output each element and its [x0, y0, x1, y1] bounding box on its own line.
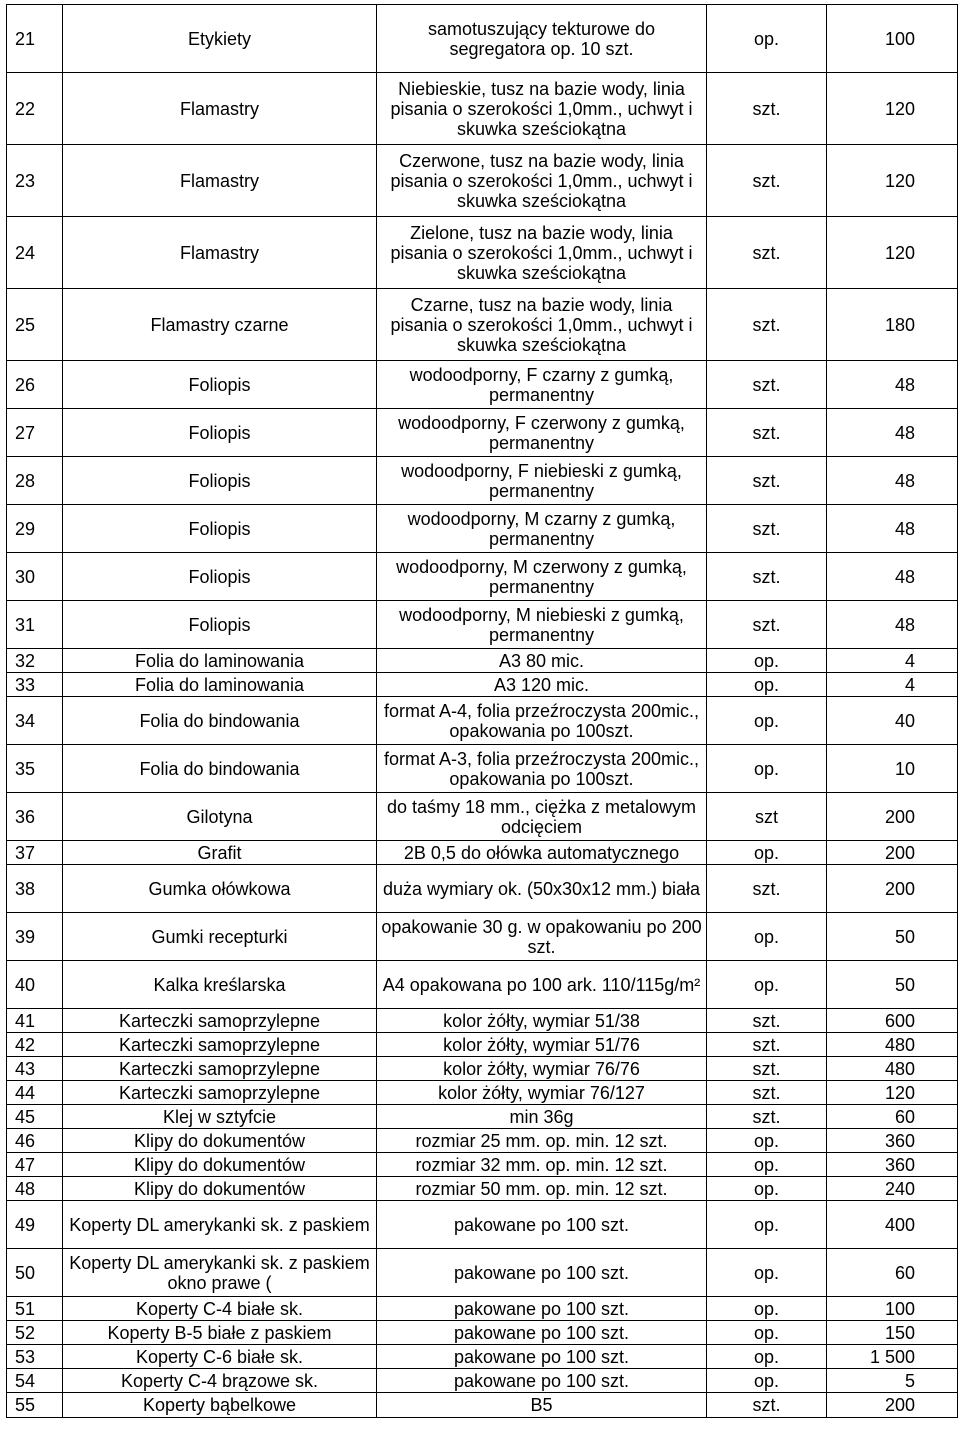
product-name: Gumka ołówkowa — [63, 865, 377, 913]
quantity: 120 — [827, 217, 958, 289]
product-description: opakowanie 30 g. w opakowaniu po 200 szt. — [377, 913, 707, 961]
quantity: 50 — [827, 913, 958, 961]
table-row — [7, 1321, 958, 1345]
unit: szt. — [707, 457, 827, 505]
product-name: Foliopis — [63, 553, 377, 601]
product-description: wodoodporny, M czerwony z gumką, permanentny — [377, 553, 707, 601]
quantity: 360 — [827, 1153, 958, 1177]
unit: op. — [707, 841, 827, 865]
table-row — [7, 1249, 958, 1297]
row-number: 40 — [7, 961, 63, 1009]
quantity: 480 — [827, 1033, 958, 1057]
row-number: 29 — [7, 505, 63, 553]
unit: szt. — [707, 289, 827, 361]
row-number: 33 — [7, 673, 63, 697]
quantity: 5 — [827, 1369, 958, 1393]
product-name: Folia do laminowania — [63, 673, 377, 697]
unit: szt. — [707, 409, 827, 457]
product-description: kolor żółty, wymiar 51/76 — [377, 1033, 707, 1057]
table-row — [7, 1345, 958, 1369]
product-description: rozmiar 50 mm. op. min. 12 szt. — [377, 1177, 707, 1201]
row-number: 39 — [7, 913, 63, 961]
row-number: 50 — [7, 1249, 63, 1297]
product-description: A3 80 mic. — [377, 649, 707, 673]
row-number: 42 — [7, 1033, 63, 1057]
quantity: 400 — [827, 1201, 958, 1249]
table-row — [7, 409, 958, 457]
unit: szt. — [707, 1009, 827, 1033]
quantity: 120 — [827, 1081, 958, 1105]
product-name: Gumki recepturki — [63, 913, 377, 961]
product-description: wodoodporny, M niebieski z gumką, permanentny — [377, 601, 707, 649]
quantity: 120 — [827, 73, 958, 145]
row-number: 41 — [7, 1009, 63, 1033]
unit: op. — [707, 5, 827, 73]
product-name: Koperty DL amerykanki sk. z paskiem — [63, 1201, 377, 1249]
product-description: 2B 0,5 do ołówka automatycznego — [377, 841, 707, 865]
row-number: 32 — [7, 649, 63, 673]
product-description: pakowane po 100 szt. — [377, 1201, 707, 1249]
unit: szt. — [707, 1393, 827, 1418]
product-name: Koperty C-4 białe sk. — [63, 1297, 377, 1321]
product-name: Flamastry — [63, 73, 377, 145]
product-name: Etykiety — [63, 5, 377, 73]
unit: op. — [707, 649, 827, 673]
table-row — [7, 1393, 958, 1418]
unit: szt. — [707, 1105, 827, 1129]
quantity: 100 — [827, 5, 958, 73]
unit: op. — [707, 1369, 827, 1393]
table-row — [7, 1153, 958, 1177]
quantity: 1 500 — [827, 1345, 958, 1369]
quantity: 48 — [827, 505, 958, 553]
unit: op. — [707, 1153, 827, 1177]
quantity: 4 — [827, 673, 958, 697]
quantity: 120 — [827, 145, 958, 217]
row-number: 36 — [7, 793, 63, 841]
quantity: 180 — [827, 289, 958, 361]
row-number: 54 — [7, 1369, 63, 1393]
product-description: rozmiar 32 mm. op. min. 12 szt. — [377, 1153, 707, 1177]
row-number: 23 — [7, 145, 63, 217]
product-description: pakowane po 100 szt. — [377, 1297, 707, 1321]
product-name: Koperty C-6 białe sk. — [63, 1345, 377, 1369]
row-number: 53 — [7, 1345, 63, 1369]
product-name: Flamastry — [63, 145, 377, 217]
quantity: 48 — [827, 457, 958, 505]
product-description: Niebieskie, tusz na bazie wody, linia pisania o szerokości 1,0mm., uchwyt i skuwka sześciokątna — [377, 73, 707, 145]
product-description: pakowane po 100 szt. — [377, 1345, 707, 1369]
row-number: 28 — [7, 457, 63, 505]
unit: szt. — [707, 217, 827, 289]
product-name: Folia do laminowania — [63, 649, 377, 673]
product-name: Flamastry — [63, 217, 377, 289]
table-row — [7, 961, 958, 1009]
table-row — [7, 673, 958, 697]
table-row — [7, 1081, 958, 1105]
product-description: format A-4, folia przeźroczysta 200mic., opakowania po 100szt. — [377, 697, 707, 745]
product-name: Karteczki samoprzylepne — [63, 1009, 377, 1033]
row-number: 37 — [7, 841, 63, 865]
row-number: 49 — [7, 1201, 63, 1249]
row-number: 45 — [7, 1105, 63, 1129]
product-description: format A-3, folia przeźroczysta 200mic., opakowania po 100szt. — [377, 745, 707, 793]
table-row — [7, 841, 958, 865]
quantity: 48 — [827, 409, 958, 457]
product-name: Koperty DL amerykanki sk. z paskiem okno prawe ( — [63, 1249, 377, 1297]
product-name: Klej w sztyfcie — [63, 1105, 377, 1129]
table-row — [7, 1201, 958, 1249]
product-table — [6, 4, 958, 1418]
table-row — [7, 745, 958, 793]
product-name: Klipy do dokumentów — [63, 1129, 377, 1153]
row-number: 43 — [7, 1057, 63, 1081]
product-name: Karteczki samoprzylepne — [63, 1081, 377, 1105]
quantity: 150 — [827, 1321, 958, 1345]
table-row — [7, 1297, 958, 1321]
row-number: 25 — [7, 289, 63, 361]
product-description: min 36g — [377, 1105, 707, 1129]
table-row — [7, 1129, 958, 1153]
table-row — [7, 361, 958, 409]
unit: szt. — [707, 601, 827, 649]
row-number: 55 — [7, 1393, 63, 1418]
product-name: Klipy do dokumentów — [63, 1177, 377, 1201]
unit: szt — [707, 793, 827, 841]
unit: op. — [707, 1177, 827, 1201]
table-row — [7, 793, 958, 841]
product-name: Flamastry czarne — [63, 289, 377, 361]
product-description: wodoodporny, F czerwony z gumką, permanentny — [377, 409, 707, 457]
row-number: 24 — [7, 217, 63, 289]
table-row — [7, 145, 958, 217]
table-row — [7, 601, 958, 649]
unit: szt. — [707, 361, 827, 409]
product-name: Foliopis — [63, 505, 377, 553]
quantity: 600 — [827, 1009, 958, 1033]
product-name: Gilotyna — [63, 793, 377, 841]
quantity: 40 — [827, 697, 958, 745]
product-name: Koperty C-4 brązowe sk. — [63, 1369, 377, 1393]
unit: szt. — [707, 1033, 827, 1057]
table-row — [7, 913, 958, 961]
quantity: 48 — [827, 601, 958, 649]
row-number: 22 — [7, 73, 63, 145]
product-name: Folia do bindowania — [63, 697, 377, 745]
product-description: Czerwone, tusz na bazie wody, linia pisania o szerokości 1,0mm., uchwyt i skuwka sześciokątna — [377, 145, 707, 217]
product-name: Foliopis — [63, 361, 377, 409]
table-row — [7, 457, 958, 505]
quantity: 240 — [827, 1177, 958, 1201]
product-description: wodoodporny, M czarny z gumką, permanentny — [377, 505, 707, 553]
table-row — [7, 1177, 958, 1201]
product-description: samotuszujący tekturowe do segregatora op. 10 szt. — [377, 5, 707, 73]
product-description: A3 120 mic. — [377, 673, 707, 697]
unit: op. — [707, 1345, 827, 1369]
product-name: Karteczki samoprzylepne — [63, 1057, 377, 1081]
product-description: Zielone, tusz na bazie wody, linia pisania o szerokości 1,0mm., uchwyt i skuwka sześciokątna — [377, 217, 707, 289]
table-row — [7, 1105, 958, 1129]
table-row — [7, 1057, 958, 1081]
table-row — [7, 289, 958, 361]
quantity: 480 — [827, 1057, 958, 1081]
unit: op. — [707, 1297, 827, 1321]
product-description: B5 — [377, 1393, 707, 1418]
row-number: 30 — [7, 553, 63, 601]
unit: op. — [707, 1321, 827, 1345]
table-row — [7, 1369, 958, 1393]
unit: op. — [707, 1201, 827, 1249]
product-name: Foliopis — [63, 409, 377, 457]
quantity: 200 — [827, 841, 958, 865]
quantity: 200 — [827, 865, 958, 913]
product-description: do taśmy 18 mm., ciężka z metalowym odcięciem — [377, 793, 707, 841]
product-name: Koperty bąbelkowe — [63, 1393, 377, 1418]
unit: op. — [707, 913, 827, 961]
table-row — [7, 5, 958, 73]
quantity: 200 — [827, 793, 958, 841]
table-body — [7, 5, 958, 1418]
unit: op. — [707, 1129, 827, 1153]
table-row — [7, 649, 958, 673]
product-description: pakowane po 100 szt. — [377, 1369, 707, 1393]
product-description: wodoodporny, F niebieski z gumką, permanentny — [377, 457, 707, 505]
product-description: kolor żółty, wymiar 51/38 — [377, 1009, 707, 1033]
table-row — [7, 1033, 958, 1057]
row-number: 38 — [7, 865, 63, 913]
table-row — [7, 553, 958, 601]
row-number: 44 — [7, 1081, 63, 1105]
table-row — [7, 1009, 958, 1033]
quantity: 360 — [827, 1129, 958, 1153]
quantity: 4 — [827, 649, 958, 673]
unit: op. — [707, 697, 827, 745]
product-name: Koperty B-5 białe z paskiem — [63, 1321, 377, 1345]
row-number: 52 — [7, 1321, 63, 1345]
unit: szt. — [707, 505, 827, 553]
product-description: Czarne, tusz na bazie wody, linia pisania o szerokości 1,0mm., uchwyt i skuwka sześciokątna — [377, 289, 707, 361]
product-name: Karteczki samoprzylepne — [63, 1033, 377, 1057]
product-description: rozmiar 25 mm. op. min. 12 szt. — [377, 1129, 707, 1153]
quantity: 100 — [827, 1297, 958, 1321]
unit: szt. — [707, 1081, 827, 1105]
unit: szt. — [707, 553, 827, 601]
product-name: Foliopis — [63, 601, 377, 649]
product-name: Klipy do dokumentów — [63, 1153, 377, 1177]
unit: szt. — [707, 73, 827, 145]
unit: op. — [707, 745, 827, 793]
product-description: kolor żółty, wymiar 76/127 — [377, 1081, 707, 1105]
product-name: Grafit — [63, 841, 377, 865]
row-number: 47 — [7, 1153, 63, 1177]
quantity: 48 — [827, 553, 958, 601]
row-number: 51 — [7, 1297, 63, 1321]
unit: szt. — [707, 1057, 827, 1081]
unit: op. — [707, 1249, 827, 1297]
product-name: Folia do bindowania — [63, 745, 377, 793]
product-name: Foliopis — [63, 457, 377, 505]
table-row — [7, 697, 958, 745]
row-number: 35 — [7, 745, 63, 793]
table-row — [7, 73, 958, 145]
product-name: Kalka kreślarska — [63, 961, 377, 1009]
product-description: kolor żółty, wymiar 76/76 — [377, 1057, 707, 1081]
row-number: 27 — [7, 409, 63, 457]
product-description: pakowane po 100 szt. — [377, 1321, 707, 1345]
product-description: A4 opakowana po 100 ark. 110/115g/m² — [377, 961, 707, 1009]
product-description: wodoodporny, F czarny z gumką, permanentny — [377, 361, 707, 409]
unit: szt. — [707, 145, 827, 217]
quantity: 50 — [827, 961, 958, 1009]
row-number: 21 — [7, 5, 63, 73]
quantity: 60 — [827, 1249, 958, 1297]
quantity: 48 — [827, 361, 958, 409]
quantity: 10 — [827, 745, 958, 793]
unit: op. — [707, 673, 827, 697]
row-number: 31 — [7, 601, 63, 649]
table-row — [7, 505, 958, 553]
quantity: 60 — [827, 1105, 958, 1129]
row-number: 48 — [7, 1177, 63, 1201]
table-row — [7, 217, 958, 289]
product-description: duża wymiary ok. (50x30x12 mm.) biała — [377, 865, 707, 913]
unit: szt. — [707, 865, 827, 913]
quantity: 200 — [827, 1393, 958, 1418]
row-number: 34 — [7, 697, 63, 745]
unit: op. — [707, 961, 827, 1009]
product-description: pakowane po 100 szt. — [377, 1249, 707, 1297]
table-row — [7, 865, 958, 913]
row-number: 26 — [7, 361, 63, 409]
row-number: 46 — [7, 1129, 63, 1153]
